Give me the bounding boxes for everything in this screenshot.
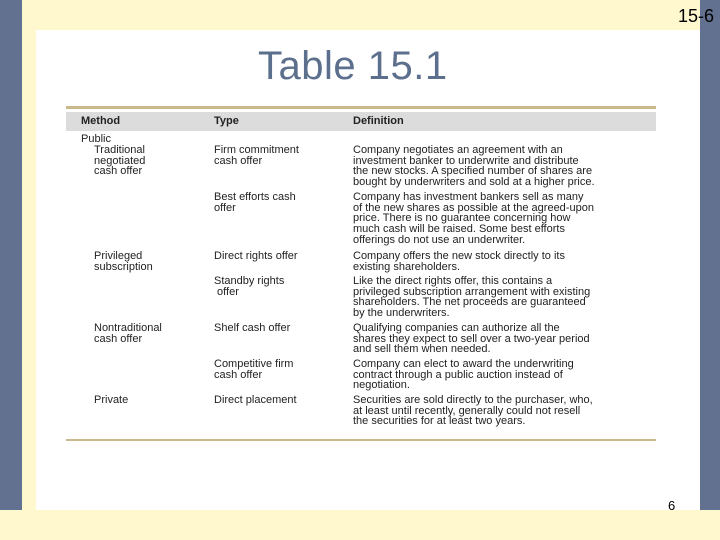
securities-table: [66, 106, 656, 441]
header-definition: Definition: [353, 115, 404, 127]
cell-definition: Like the direct rights offer, this contains a privileged subscription arrangement with existing shareholders. The net proceeds are guaranteed by the underwriters.: [353, 275, 591, 320]
cell-definition: Company offers the new stock directly to its existing shareholders.: [353, 250, 565, 273]
cell-method: Nontraditional cash offer: [94, 322, 162, 345]
cell-definition: Securities are sold directly to the purchaser, who, at least until recently, generally could not resell the securities for at least two years.: [353, 394, 593, 428]
page-number: 6: [668, 498, 676, 513]
cell-type: Firm commitment cash offer: [214, 144, 299, 167]
cell-method: Private: [94, 394, 129, 406]
slide-number: 15-6: [677, 6, 714, 26]
header-type: Type: [214, 115, 239, 127]
cell-definition: Company has investment bankers sell as many of the new shares as possible at the agreed-upon price. There is no guarantee concerning how much cash will be raised. Some best efforts offerings do not use an underwriter.: [353, 191, 594, 246]
cell-method: Privileged subscription: [94, 250, 153, 273]
left-border-bar: [0, 0, 22, 540]
method-group-public: Public: [81, 133, 111, 145]
table-header: [66, 112, 656, 131]
cell-type: Competitive firm cash offer: [214, 358, 294, 381]
cell-definition: Company negotiates an agreement with an investment banker to underwrite and distribute the new stocks. A specified number of shares are bought by underwriters and sold at a higher price.: [353, 144, 595, 189]
header-method: Method: [81, 115, 121, 127]
cell-type: Standby rights offer: [214, 275, 285, 298]
cell-type: Best efforts cash offer: [214, 191, 296, 214]
cell-type: Direct rights offer: [214, 250, 298, 262]
page-title: Table 15.1: [258, 44, 448, 88]
top-band: [0, 0, 720, 30]
cell-definition: Qualifying companies can authorize all the shares they expect to sell over a two-year period and sell them when needed.: [353, 322, 590, 356]
cell-type: Shelf cash offer: [214, 322, 291, 334]
left-inner-band: [22, 0, 36, 510]
cell-method: Traditional negotiated cash offer: [94, 144, 146, 178]
right-border-bar: [700, 0, 720, 540]
cell-definition: Company can elect to award the underwriting contract through a public auction instead of negotiation.: [353, 358, 574, 392]
bottom-band: [0, 510, 720, 540]
cell-type: Direct placement: [214, 394, 297, 406]
